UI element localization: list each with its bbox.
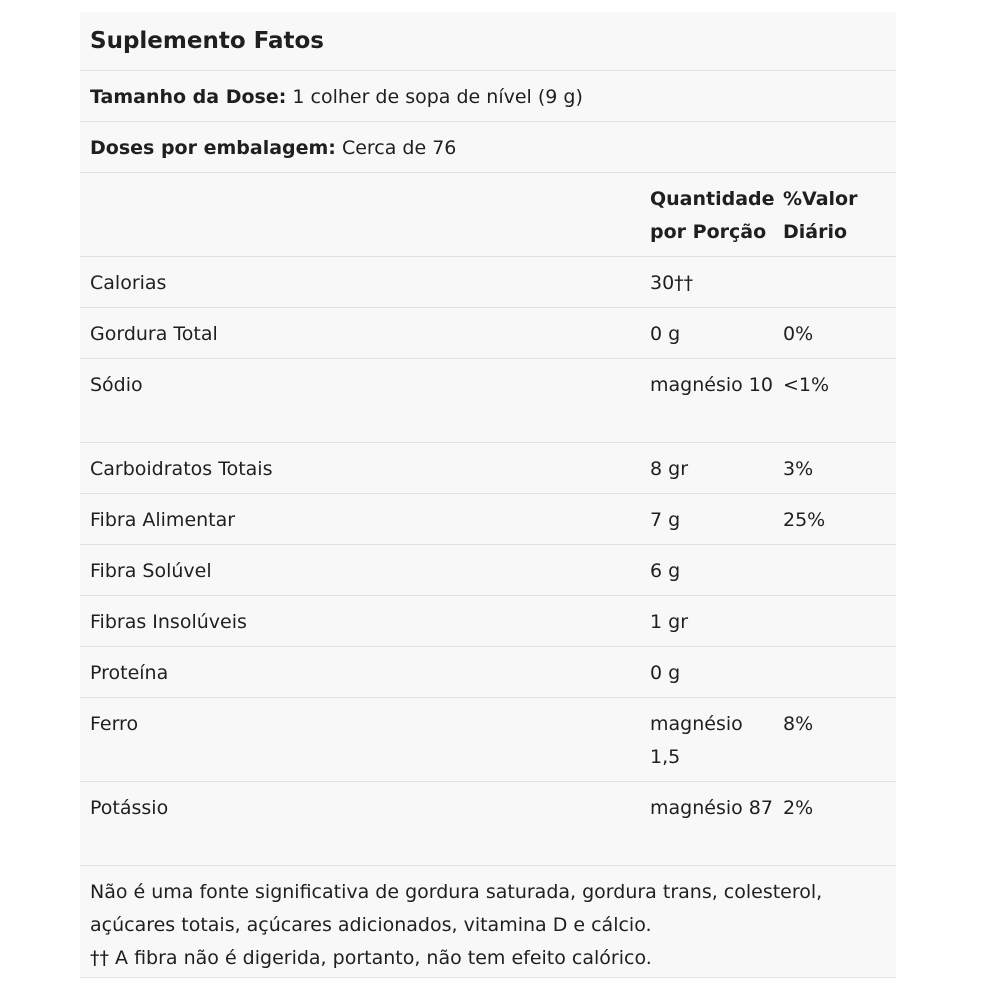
amount-header: Quantidade por Porção xyxy=(650,188,775,243)
servings-label: Doses por embalagem: xyxy=(90,137,336,159)
table-row xyxy=(80,698,896,782)
footnote-fiber: †† A fibra não é digerida, portanto, não tem efeito calórico. xyxy=(90,947,652,969)
nutrient-daily-value: <1% xyxy=(783,374,830,396)
nutrient-name: Potássio xyxy=(90,797,169,819)
serving-size-value: 1 colher de sopa de nível (9 g) xyxy=(286,86,583,108)
table-row xyxy=(80,782,896,866)
nutrient-name: Proteína xyxy=(90,662,169,684)
nutrient-name: Fibra Alimentar xyxy=(90,509,236,531)
table-row xyxy=(80,596,896,647)
nutrient-daily-value: 8% xyxy=(783,713,814,735)
nutrient-name: Carboidratos Totais xyxy=(90,458,273,480)
servings-per-container-row xyxy=(80,122,896,173)
nutrient-amount: 0 g xyxy=(650,662,681,684)
servings-per-container xyxy=(90,132,456,165)
column-header-row xyxy=(80,173,896,257)
nutrient-daily-value: 2% xyxy=(783,797,814,819)
panel-title: Suplemento Fatos xyxy=(90,28,324,54)
table-row xyxy=(80,308,896,359)
serving-size xyxy=(90,81,583,114)
table-row xyxy=(80,545,896,596)
title-row xyxy=(80,12,896,71)
nutrient-name: Sódio xyxy=(90,374,143,396)
nutrient-amount: magnésio 1,5 xyxy=(650,713,743,768)
nutrient-daily-value: 0% xyxy=(783,323,814,345)
footnote xyxy=(90,876,890,975)
nutrient-amount: 1 gr xyxy=(650,611,688,633)
serving-size-row xyxy=(80,71,896,122)
nutrient-name: Gordura Total xyxy=(90,323,218,345)
supplement-facts-panel xyxy=(80,12,896,978)
nutrient-amount: 8 gr xyxy=(650,458,688,480)
servings-value: Cerca de 76 xyxy=(335,137,457,159)
table-row xyxy=(80,359,896,443)
table-row xyxy=(80,257,896,308)
nutrient-name: Calorias xyxy=(90,272,167,294)
nutrient-name: Fibra Solúvel xyxy=(90,560,212,582)
nutrient-name: Ferro xyxy=(90,713,139,735)
table-row xyxy=(80,443,896,494)
nutrient-amount: 0 g xyxy=(650,323,681,345)
nutrient-daily-value: 3% xyxy=(783,458,814,480)
nutrient-amount: 6 g xyxy=(650,560,681,582)
table-row xyxy=(80,494,896,545)
nutrient-daily-value: 25% xyxy=(783,509,826,531)
footnote-not-significant: Não é uma fonte significativa de gordura saturada, gordura trans, colesterol, açúcares totais, açúcares adicionados, vitamina D e cálcio. xyxy=(90,881,823,936)
daily-value-header: %Valor Diário xyxy=(783,188,858,243)
table-row xyxy=(80,647,896,698)
nutrient-amount: 7 g xyxy=(650,509,681,531)
nutrient-name: Fibras Insolúveis xyxy=(90,611,247,633)
serving-size-label: Tamanho da Dose: xyxy=(90,86,287,108)
footnote-row xyxy=(80,866,896,978)
nutrient-amount: magnésio 87 xyxy=(650,797,773,819)
nutrient-amount: magnésio 10 xyxy=(650,374,773,396)
nutrient-amount: 30†† xyxy=(650,272,694,294)
